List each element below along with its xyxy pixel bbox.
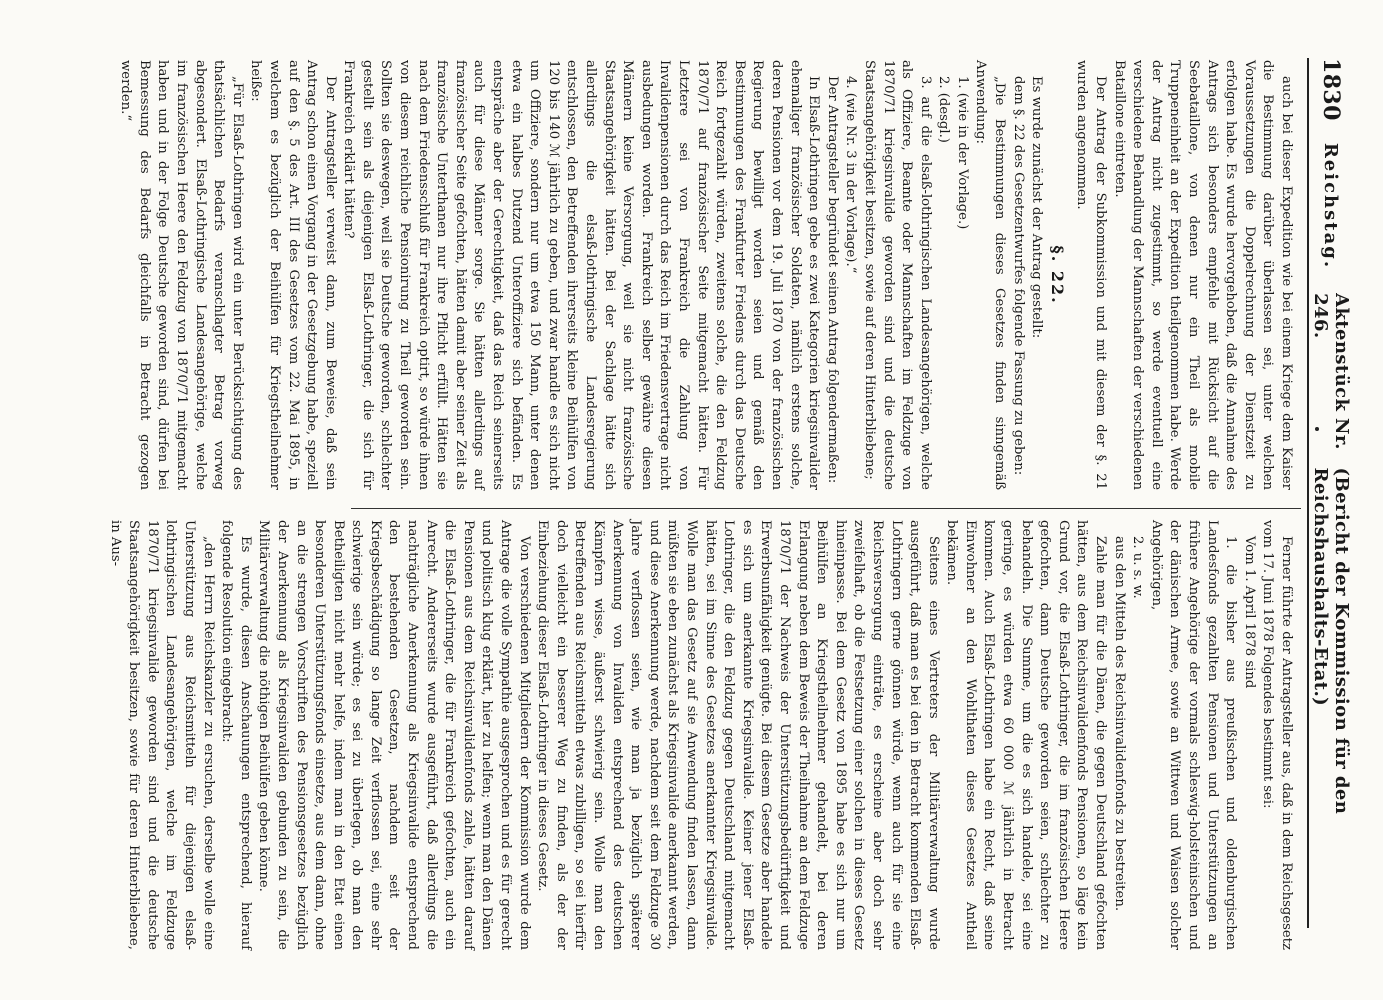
- list-item-continuation: aus den Mitteln des Reichsinvalidenfonds zu bestreiten.: [1111, 536, 1127, 912]
- page-number: 1830: [1318, 58, 1344, 121]
- paragraph: Es wurde, diesen Anschauungen entsprechend, hierauf folgende Resolution eingebracht:: [219, 520, 253, 950]
- document-label: Aktenstück Nr. 246.: [1310, 293, 1352, 450]
- paragraph: Der Antrag der Subkommission und mit diesem der §. 21 wurden angenommen.: [1074, 60, 1109, 490]
- running-title: Reichstag.: [1320, 142, 1342, 270]
- paragraph: Es wurde zunächst der Antrag gestellt:: [1029, 76, 1045, 339]
- quote-intro: „Die Bestimmungen dieses Gesetzes finden sinngemäß Anwendung:: [973, 60, 1008, 490]
- paragraph: dem §. 22 des Gesetzentwurfes folgende Fassung zu geben:: [1010, 76, 1026, 476]
- paragraph: Seitens eines Vertreters der Militärverwaltung wurde ausgeführt, daß man es bei den in Betracht kommenden Elsaß-Lothringern gerne gönnen würde, wenn auch für sie eine Reichsversorgung einträte, es erscheine aber doch sehr zweifelhaft, ob die Festsetzung einer solchen in dieses Gesetz hineinpasse. Bei dem Gesetz von 1895 habe es sich nur um Beihülfen an Kriegstheilnehmer gehandelt, bei deren Erlangung neben dem Beweis der Theilnahme an dem Feldzuge 1870/71 der Nachweis der Unterstützungsbedürftigkeit und Erwerbsunfähigkeit genügte. Bei diesem Gesetze aber handele es sich um anerkannte Kriegsinvalide. Keiner jener Elsaß-Lothringer, die den Feldzug gegen Deutschland mitgemacht hätten, sei im Sinne des Gesetzes anerkannter Kriegsinvalide. Wolle man das Gesetz auf sie Anwendung finden lassen, dann müßten sie eben zunächst als Kriegsinvalide anerkannt werden, und diese Anerkennung werde, nachdem seit dem Feldzuge 30 Jahre verflossen seien, wie man ja bezüglich späterer Anerkennung von Invaliden entsprechend des deutschen Kämpfern wisse, äußerst schwierig sein. Wolle man den Betreffenden aus Reichsmitteln etwas zubilligen, so sei hierfür doch vielleicht ein besserer Weg zu finden, als der der Einbeziehung dieser Elsaß-Lothringer in dieses Gesetz.: [535, 520, 941, 950]
- quote: „den Herrn Reichskanzler zu ersuchen, derselbe wolle eine Unterstützung aus Reichsmitteln für diejenigen elsaß-lothringischen Landesangehörigen, welche im Feldzuge 1870/71 kriegsinvalide geworden sind und die deutsche Staatsangehörigkeit besitzen, sowie für deren Hinterbliebene, in Aus-: [107, 520, 216, 950]
- paragraph: Von verschiedenen Mitgliedern der Kommission wurde dem Antrage die volle Sympathie ausgesprochen und es für gerecht und politisch klug erklärt, hier zu helfen; wenn man den Dänen Pensionen aus dem Reichsinvalidenfonds zahle, hätten darauf die Elsaß-Lothringer, die für Frankreich gefochten, auch ein Anrecht. Andererseits wurde ausgeführt, daß allerdings die nachträgliche Anerkennung als Kriegsinvalide entsprechend den bestehenden Gesetzen, nachdem seit der Kriegsbeschädigung so lange Zeit verflossen sei, eine sehr schwierige sein würde; es sei zu überlegen, ob man den Betheiligten nicht mehr helfe, indem man in den Etat einen besonderen Unterstützungsfonds einsetze, aus dem dann, ohne an die strengen Vorschriften des Pensionsgesetzes bezüglich der Anerkennung als Kriegsinvaliden gebunden zu sein, die Militärverwaltung die nöthigen Beihülfen geben könne.: [256, 520, 532, 950]
- paragraph: Der Antragsteller verweist dann, zum Beweise, daß sein Antrag schon einen Vorgang in der Gesetzgebung habe, speziell auf den §. 5 des Art. III des Gesetzes vom 22. Mai 1895, in welchem es bezüglich der Beihülfen für Kriegstheilnehmer heiße:: [248, 60, 338, 490]
- section-heading: §. 22.: [1047, 245, 1067, 305]
- list-item: 2. (desgl.): [936, 76, 952, 143]
- left-column: [116, 60, 1295, 490]
- list-item: 1. die bisher aus preußischen und oldenburgischen Landesfonds gezahlten Pensionen und Unterstützungen an frühere Angehörige der vormals schleswig-holsteinischen und der dänischen Armee, sowie an Wittwen und Waisen solcher Angehörigen,: [1148, 520, 1239, 950]
- list-item: 3. auf die elsaß-lothringischen Landesangehörigen, welche als Offiziere, Beamte oder Mannschaften im Feldzuge von 1870/71 kriegsinvalide geworden sind und die deutsche Staatsangehörigkeit besitzen, sowie auf deren Hinterbliebene;: [861, 60, 933, 490]
- paragraph: Zahle man für die Dänen, die gegen Deutschland gefochten hätten, aus dem Reichsinvalidenfonds Pensionen, so läge kein Grund vor, die Elsaß-Lothringer, die im französischen Heere gefochten, dann Deutsche geworden seien, schlechter zu behandeln. Die Summe, um die es sich handele, sei eine geringe, es würden etwa 60 000 ℳ jährlich in Betracht kommen. Auch Elsaß-Lothringen habe ein Recht, daß seine Einwohner an den Wohlthaten dieses Gesetzes Antheil bekämen.: [944, 520, 1109, 950]
- paragraph: In Elsaß-Lothringen gebe es zwei Kategorien kriegsinvalider ehemaliger französischer Soldaten, nämlich erstens solche, deren Pensionen vor dem 19. Juli 1870 von der französischen Regierung bewilligt worden seien und gemäß den Bestimmungen des Frankfurter Friedens durch das Deutsche Reich fortgezahlt würden, zweitens solche, die den Feldzug 1870/71 auf französischer Seite mitgemacht hätten. Für Letztere sei von Frankreich die Zahlung von Invalidenpensionen durch das Reich im Friedensvertrage nicht ausbedungen worden. Frankreich selber gewähre diesen Männern keine Versorgung, weil sie nicht französische Staatsangehörigkeit hätten. Bei der Sachlage hätte sich allerdings die elsaß-lothringische Landesregierung entschlossen, den Betreffenden ihrerseits kleine Beihülfen von 120 bis 140 ℳ jährlich zu geben, und zwar handle es sich nicht um Offiziere, sondern nur um etwa 150 Mann, unter denen etwa ein halbes Dutzend Unteroffiziere sich befänden. Es entspräche aber der Gerechtigkeit, daß das Reich seinerseits auch für diese Männer sorge. Sie hätten allerdings auf französischer Seite gefochten, hätten damit aber seiner Zeit als französische Unterthanen nur ihre Pflicht erfüllt. Hätten sie nach dem Friedensschluß für Frankreich optirt, so würde ihnen von diesem reichliche Pensionirung zu Theil geworden sein. Sollten sie deswegen, weil sie Deutsche geworden, schlechter gestellt sein als diejenigen Elsaß-Lothringer, die sich für Frankreich erklärt hätten?: [341, 60, 822, 490]
- list-item: 4. (wie Nr. 3 in der Vorlage).“: [843, 76, 859, 274]
- paragraph: Der Antragsteller begründet seinen Antrag folgendermaßen:: [824, 76, 840, 484]
- page-header: [1307, 58, 1353, 928]
- paragraph: Vom 1. April 1878 sind: [1241, 536, 1257, 689]
- paragraph: Ferner führte der Antragsteller aus, daß in dem Reichsgesetz vom 17. Juni 1878 Folgendes bestimmt sei:: [1260, 520, 1294, 950]
- list-item: 2. u. s. w.: [1130, 536, 1146, 599]
- document-title: (Bericht der Kommission für den Reichshaushalts-Etat.): [1310, 467, 1352, 815]
- paragraph: auch bei dieser Expedition wie bei einem Kriege dem Kaiser die Bestimmung darüber überlassen sei, unter welchen Voraussetzungen die Doppelrechnung der Dienstzeit zu erfolgen habe. Es wurde hervorgehoben, daß die Annahme des Antrags sich besonders empfehle mit Rücksicht auf die Seebataillone, von denen nur ein Theil als mobile Truppeneinheit an der Expedition theilgenommen habe. Werde der Antrag nicht zugestimmt, so werde eventuell eine verschiedene Behandlung der Mannschaften der verschiedenen Bataillone eintreten.: [1111, 60, 1294, 490]
- column-divider: [351, 508, 1301, 509]
- list-item: 1. (wie in der Vorlage.): [954, 76, 970, 230]
- quote: „Für Elsaß-Lothringen wird ein unter Berücksichtigung des thatsächlichen Bedarfs veranschlagter Betrag vorweg abgesondert. Elsaß-Lothringische Landesangehörige, welche im französischen Heere den Feldzug von 1870/71 mitgemacht haben und in der Folge Deutsche geworden sind, dürfen bei Bemessung des Bedarfs gleichfalls in Betracht gezogen werden.“: [118, 60, 245, 490]
- right-column: [105, 520, 1295, 950]
